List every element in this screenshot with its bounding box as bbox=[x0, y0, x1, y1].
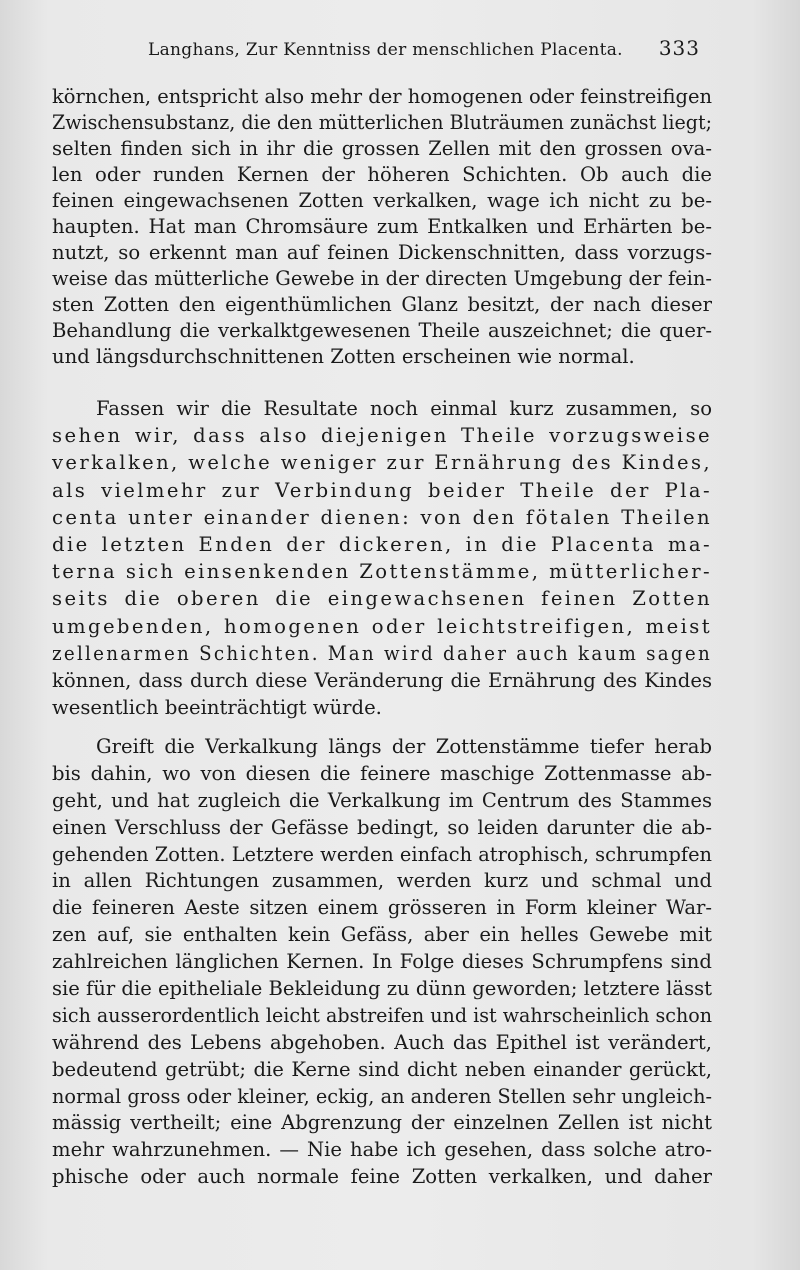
text-line: sehen wir, dass also diejenigen Theile vorzugsweise bbox=[52, 424, 713, 448]
text-line: in allen Richtungen zusammen, werden kurz und schmal und bbox=[52, 869, 712, 893]
text-line: körnchen, entspricht also mehr der homogenen oder feinstreifigen bbox=[52, 85, 713, 108]
text-line: können, dass durch diese Veränderung die Ernährung des Kindes bbox=[52, 668, 712, 692]
text-line: terna sich einsenkenden Zottenstämme, mütterlicher- bbox=[52, 560, 712, 584]
text-line: die feineren Aeste sitzen einem grösseren in Form kleiner War- bbox=[52, 896, 713, 920]
text-line: normal gross oder kleiner, eckig, an anderen Stellen sehr ungleich- bbox=[52, 1084, 713, 1108]
text-line: sten Zotten den eigenthümlichen Glanz besitzt, der nach dieser bbox=[52, 293, 712, 316]
text-line: Behandlung die verkalktgewesenen Theile auszeichnet; die quer- bbox=[52, 319, 712, 342]
text-line: geht, und hat zugleich die Verkalkung im Centrum des Stammes bbox=[52, 788, 713, 812]
text-line: umgebenden, homogenen oder leichtstreifigen, meist bbox=[52, 614, 713, 638]
text-line: feinen eingewachsenen Zotten verkalken, wage ich nicht zu be- bbox=[52, 189, 713, 212]
text-line: len oder runden Kernen der höheren Schichten. Ob auch die bbox=[52, 163, 712, 186]
text-line: wesentlich beeinträchtigt würde. bbox=[52, 696, 382, 720]
text-line: selten finden sich in ihr die grossen Zellen mit den grossen ova- bbox=[52, 137, 712, 160]
text-line: Greift die Verkalkung längs der Zottenstämme tiefer herab bbox=[96, 735, 713, 758]
text-line: als vielmehr zur Verbindung beider Theile der Pla- bbox=[52, 478, 713, 502]
text-line: einen Verschluss der Gefässe bedingt, so leiden darunter die ab- bbox=[52, 815, 712, 839]
text-line: nutzt, so erkennt man auf feinen Dickenschnitten, dass vorzugs- bbox=[52, 241, 712, 264]
text-line: haupten. Hat man Chromsäure zum Entkalken und Erhärten be- bbox=[52, 215, 712, 238]
text-line: gehenden Zotten. Letztere werden einfach atrophisch, schrumpfen bbox=[52, 842, 713, 866]
text-line: und längsdurchschnittenen Zotten erscheinen wie normal. bbox=[52, 345, 635, 368]
text-line: weise das mütterliche Gewebe in der directen Umgebung der fein- bbox=[52, 267, 712, 290]
text-line: phische oder auch normale feine Zotten verkalken, und daher bbox=[52, 1165, 712, 1189]
text-line: verkalken, welche weniger zur Ernährung des Kindes, bbox=[52, 451, 712, 475]
text-line: mässig vertheilt; eine Abgrenzung der einzelnen Zellen ist nicht bbox=[52, 1111, 713, 1135]
text-line: bis dahin, wo von diesen die feinere maschige Zottenmasse ab- bbox=[52, 761, 713, 785]
text-line: Fassen wir die Resultate noch einmal kurz zusammen, so bbox=[96, 397, 712, 420]
text-line: zahlreichen länglichen Kernen. In Folge dieses Schrumpfens sind bbox=[52, 950, 712, 974]
page-number: 333 bbox=[658, 36, 700, 60]
text-line: zen auf, sie enthalten kein Gefäss, aber ein helles Gewebe mit bbox=[52, 923, 712, 947]
text-line: während des Lebens abgehoben. Auch das Epithel ist verändert, bbox=[52, 1030, 713, 1054]
text-line: sich ausserordentlich leicht abstreifen und ist wahrscheinlich schon bbox=[52, 1003, 713, 1027]
text-line: sie für die epitheliale Bekleidung zu dünn geworden; letztere lässt bbox=[52, 977, 712, 1001]
text-line: die letzten Enden der dickeren, in die Placenta ma- bbox=[52, 532, 713, 556]
text-line: seits die oberen die eingewachsenen feinen Zotten bbox=[52, 587, 712, 611]
running-header bbox=[148, 36, 700, 60]
paragraph-2 bbox=[52, 395, 712, 721]
running-title: Langhans, Zur Kenntniss der menschlichen Placenta. bbox=[148, 40, 623, 60]
text-line: bedeutend getrübt; die Kerne sind dicht neben einander gerückt, bbox=[52, 1057, 712, 1081]
paragraph-1 bbox=[52, 84, 712, 370]
text-line: mehr wahrzunehmen. — Nie habe ich gesehen, dass solche atro- bbox=[52, 1138, 713, 1162]
paragraph-3 bbox=[52, 734, 712, 1191]
text-line: zellenarmen Schichten. Man wird daher auch kaum sagen bbox=[52, 641, 712, 665]
text-line: Zwischensubstanz, die den mütterlichen Bluträumen zunächst liegt; bbox=[52, 111, 713, 134]
text-line: centa unter einander dienen: von den fötalen Theilen bbox=[52, 505, 713, 529]
